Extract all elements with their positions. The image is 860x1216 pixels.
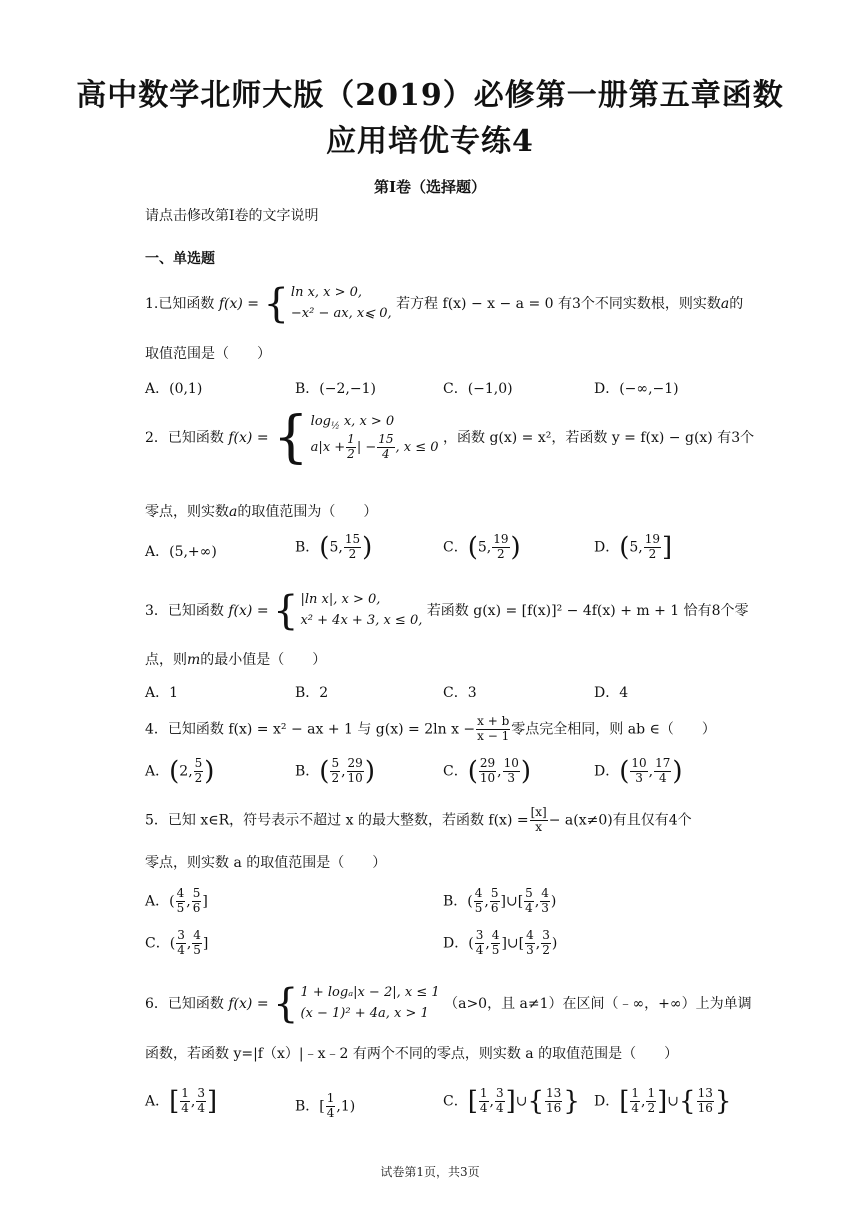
q5-option-a[interactable]: A．( $\frac{4}{5}$ , $\frac{5}{6}$ ] xyxy=(145,886,208,915)
question-5: 5．已知 x∈R，符号表示不超过 x 的最大整数，若函数 f(x) = $\frac{[x]}{x}$ − a(x≠0)有且仅有4个 xyxy=(145,805,692,834)
q2-option-c[interactable]: C．(5, $\frac{19}{2}$ ) xyxy=(443,532,521,563)
volume-note[interactable]: 请点击修改第I卷的文字说明 xyxy=(145,208,319,224)
page-title-line1: 高中数学北师大版（2019）必修第一册第五章函数 xyxy=(76,78,784,113)
volume-heading: 第I卷（选择题） xyxy=(373,178,487,196)
page-footer: 试卷第1页，共3页 xyxy=(380,1165,480,1179)
q5-option-c[interactable]: C．( $\frac{3}{4}$ , $\frac{4}{5}$ ] xyxy=(145,928,209,957)
question-4: 4．已知函数 f(x) = x² − ax + 1 与 g(x) = 2ln x − $\frac{x + b}{x - 1}$ 零点完全相同，则 ab ∈（ ） xyxy=(145,714,716,743)
question-3: 3．已知函数 f(x) = { |ln x|, x > 0, x² + 4x + 3, x ≤ 0, 若函数 g(x) = [f(x)]² − 4f(x) + m + 1 恰有8个零 xyxy=(145,587,749,634)
q1-option-c[interactable]: C．(−1,0) xyxy=(443,381,513,397)
q4-option-d[interactable]: D．( $\frac{10}{3}$ , $\frac{17}{4}$ ) xyxy=(594,756,683,787)
q4-option-c[interactable]: C．( $\frac{29}{10}$ , $\frac{10}{3}$ ) xyxy=(443,756,532,787)
section-heading: 一、单选题 xyxy=(145,251,215,267)
page-title-line2: 应用培优专练4 xyxy=(326,124,534,159)
question-2: 2．已知函数 f(x) = { $\log_{\frac{1}{2}} x$, x > 0 a|x + $\frac{1}{2}$ | − $\frac{15}{4}$ , x ≤ 0 ，函数 g(x) = x²，若函数 y = f(x) − g(x) 有3个 xyxy=(145,405,755,470)
q6-option-b[interactable]: B．[ $\frac{1}{4}$ ,1) xyxy=(295,1091,356,1120)
question-6: 6．已知函数 f(x) = { 1 + logₐ|x − 2|, x ≤ 1 (x − 1)² + 4a, x > 1 （a>0，且 a≠1）在区间（﹣∞，+∞）上为单调 xyxy=(145,980,752,1027)
q1-option-b[interactable]: B．(−2,−1) xyxy=(295,381,376,397)
q4-option-a[interactable]: A．(2, $\frac{5}{2}$ ) xyxy=(145,756,215,787)
q2-option-a[interactable]: A．(5,+∞) xyxy=(145,544,217,560)
question-2-line2: 零点，则实数a的取值范围为（ ） xyxy=(145,504,378,520)
question-5-line2: 零点，则实数 a 的取值范围是（ ） xyxy=(145,855,387,871)
q6-option-a[interactable]: A．[ $\frac{1}{4}$ , $\frac{3}{4}$ ] xyxy=(145,1086,218,1117)
q1-option-d[interactable]: D．(−∞,−1) xyxy=(594,381,679,397)
q2-option-b[interactable]: B．(5, $\frac{15}{2}$ ) xyxy=(295,532,373,563)
q5-option-d[interactable]: D．( $\frac{3}{4}$ , $\frac{4}{5}$ ]∪[ $\frac{4}{3}$ , $\frac{3}{2}$ ) xyxy=(443,928,558,957)
q3-option-d[interactable]: D．4 xyxy=(594,685,629,701)
question-6-line2: 函数，若函数 y=|f（x）|﹣x﹣2 有两个不同的零点，则实数 a 的取值范围是（ ） xyxy=(145,1046,679,1062)
q3-option-c[interactable]: C．3 xyxy=(443,685,477,701)
q4-option-b[interactable]: B．( $\frac{5}{2}$ , $\frac{29}{10}$ ) xyxy=(295,756,375,787)
q3-option-a[interactable]: A．1 xyxy=(145,685,179,701)
q5-option-b[interactable]: B．( $\frac{4}{5}$ , $\frac{5}{6}$ ]∪[ $\frac{5}{4}$ , $\frac{4}{3}$ ) xyxy=(443,886,557,915)
q3-option-b[interactable]: B．2 xyxy=(295,685,329,701)
q6-option-d[interactable]: D．[ $\frac{1}{4}$ , $\frac{1}{2}$ ]∪{ $\frac{13}{16}$ } xyxy=(594,1086,732,1117)
q6-option-c[interactable]: C．[ $\frac{1}{4}$ , $\frac{3}{4}$ ]∪{ $\frac{13}{16}$ } xyxy=(443,1086,580,1117)
q2-option-d[interactable]: D．(5, $\frac{19}{2}$ ] xyxy=(594,532,673,563)
question-3-line2: 点，则m的最小值是（ ） xyxy=(145,652,327,668)
question-1: 1.已知函数 f(x) = { ln x, x > 0, −x² − ax, x⩽ 0, 若方程 f(x) − x − a = 0 有3个不同实数根，则实数a的 xyxy=(145,280,744,327)
question-1-line2: 取值范围是（ ） xyxy=(145,346,271,362)
q1-option-a[interactable]: A．(0,1) xyxy=(145,381,203,397)
